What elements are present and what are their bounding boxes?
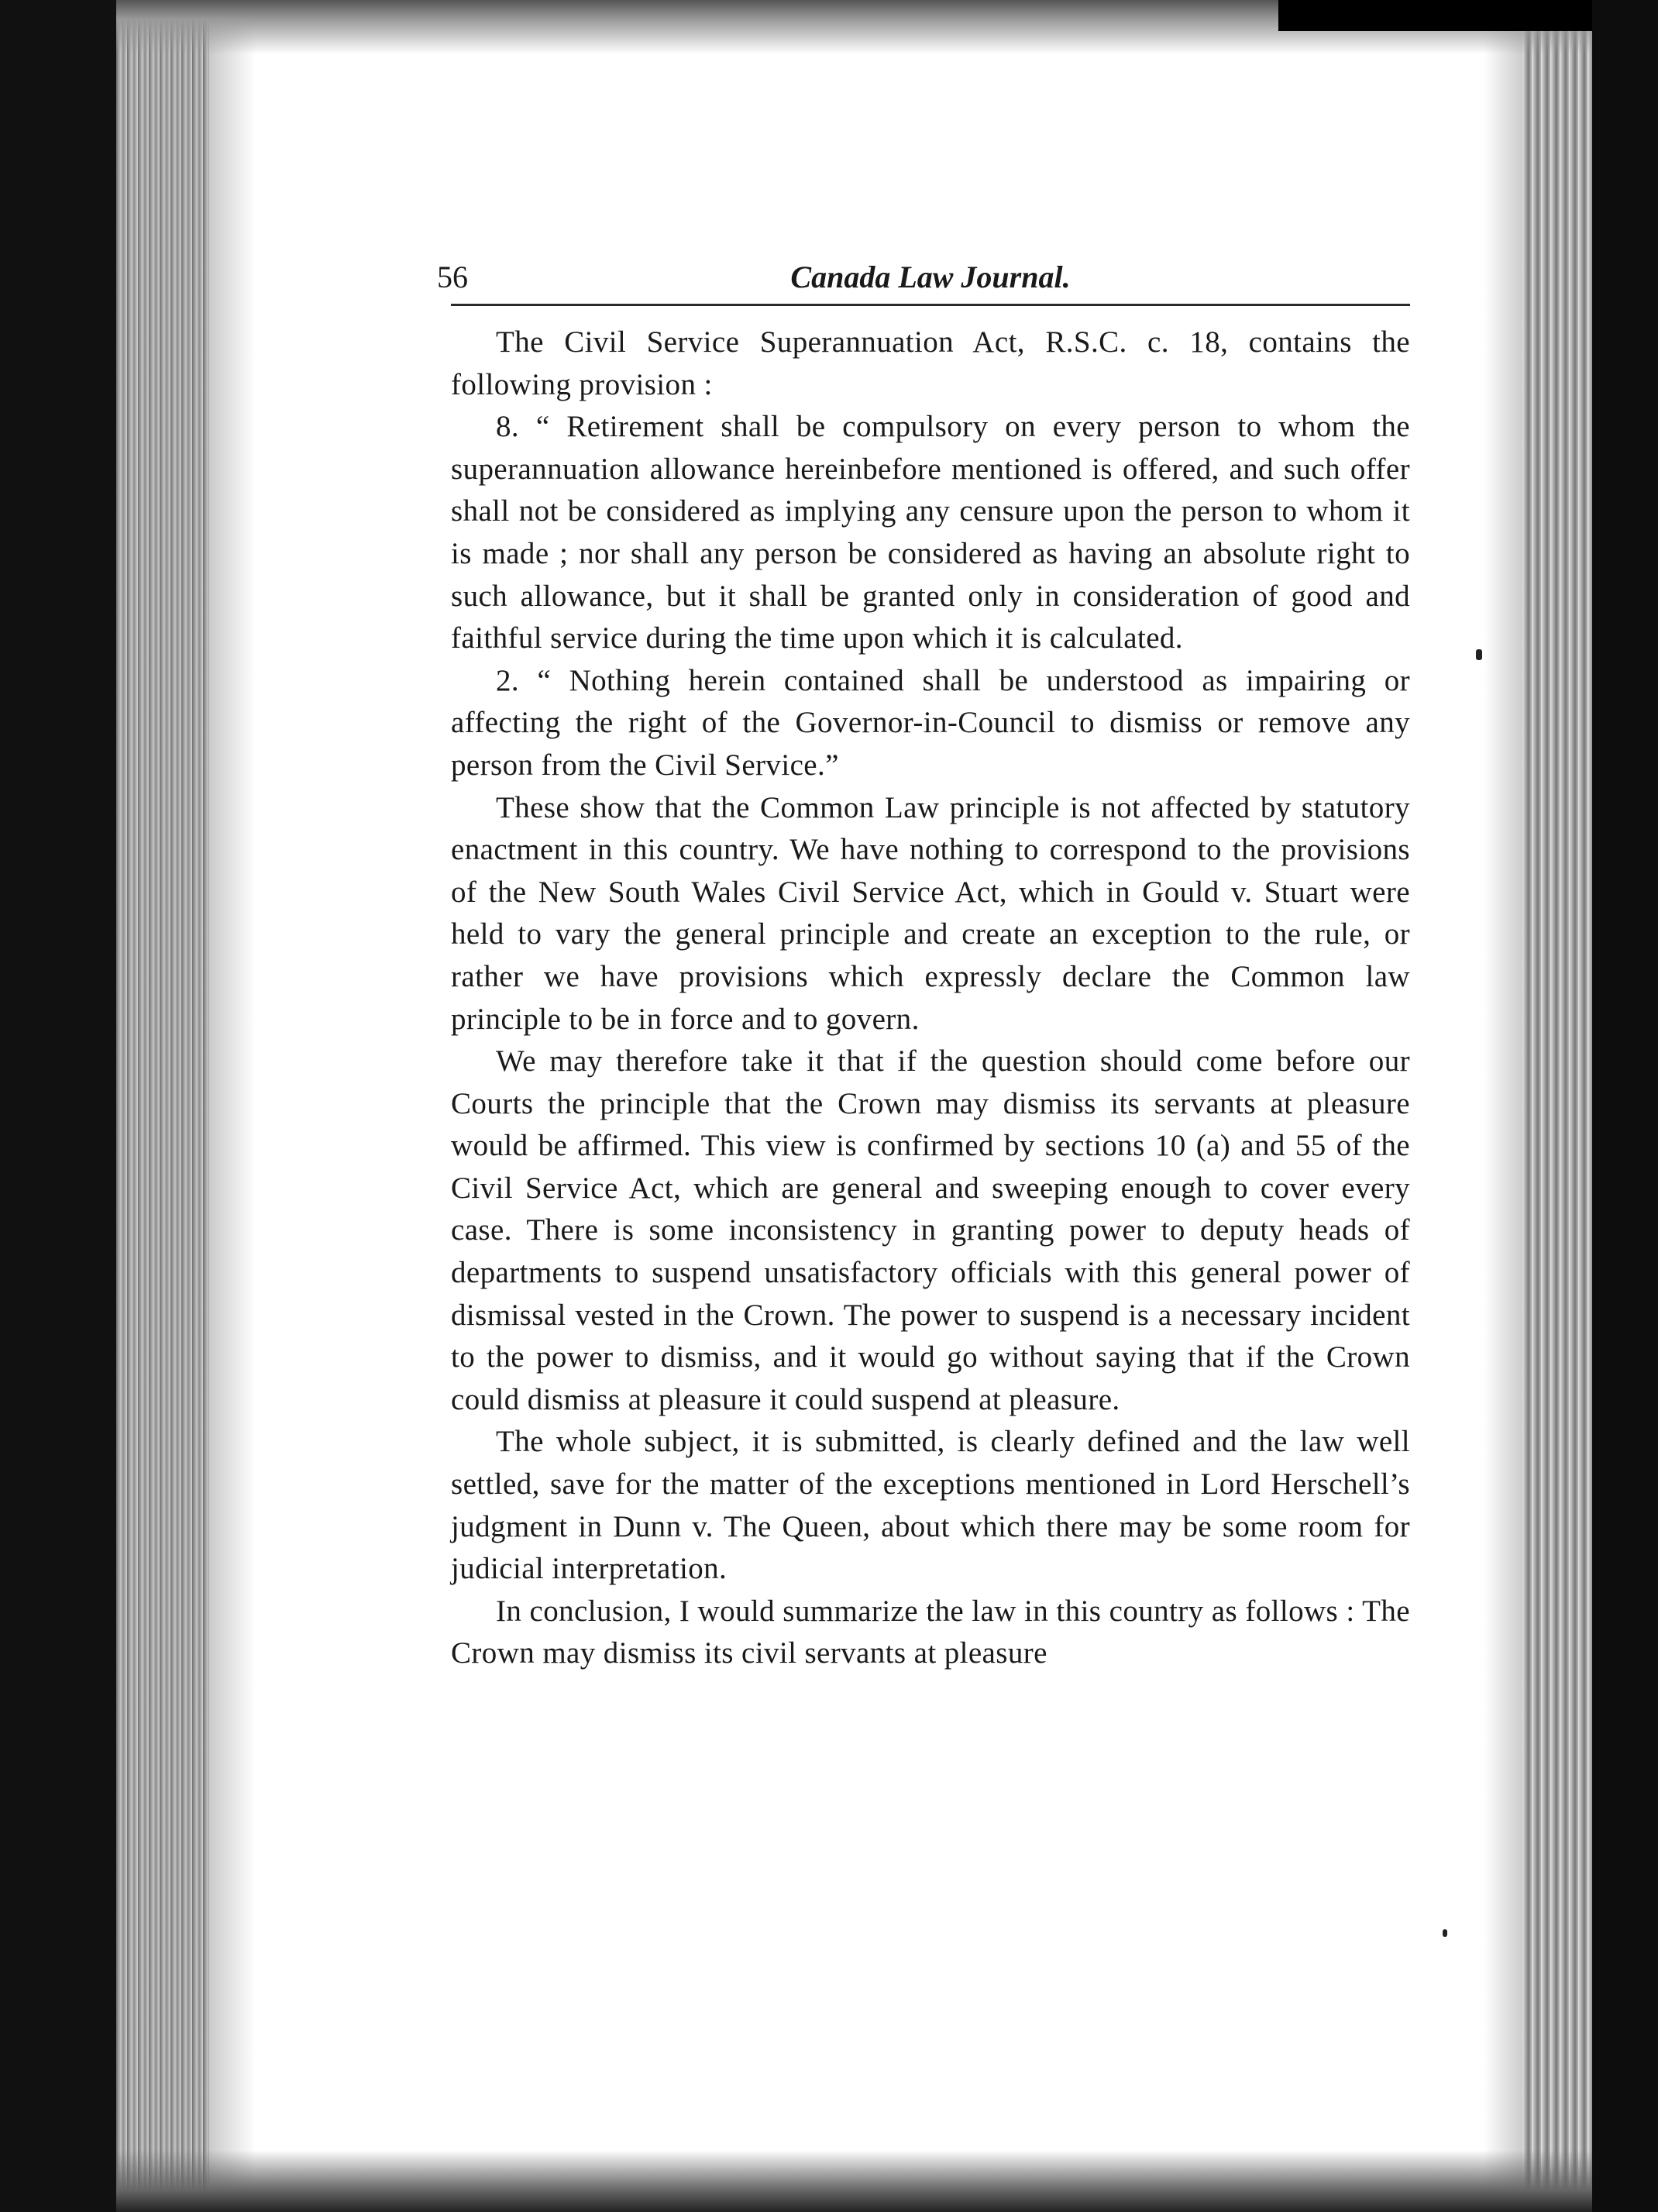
paragraph: The Civil Service Superannuation Act, R.S.C. c. 18, contains the following provision : — [451, 325, 1410, 401]
page-corner-top-right — [1278, 0, 1592, 31]
page-edge-bottom — [116, 2150, 1592, 2212]
running-title: Canada Law Journal. — [790, 260, 1071, 294]
gutter-noise-left — [116, 0, 209, 2212]
page-edge-right — [1592, 0, 1658, 2212]
binding-shadow-left — [0, 0, 116, 2212]
paragraph: The whole subject, it is submitted, is clearly defined and the law well settled, save for the matter of the exceptions mentioned in Lord Herschell’s judgment in Dunn v. The Queen, about which there may be some room for judicial interpretation. — [451, 1425, 1410, 1586]
quoted-provision: 2. “ Nothing herein contained shall be understood as impairing or affecting the right of the Governor-in-Council to dismiss or remove any person from the Civil Service.” — [451, 663, 1410, 782]
gutter-fade-left — [209, 0, 256, 2212]
ink-speck — [1476, 649, 1482, 660]
paragraph: These show that the Common Law principle is not affected by statutory enactment in this country. We have nothing to correspond to the provisions of the New South Wales Civil Service Act, which in Gould v. Stuart were held to vary the general principle and create an exception to the rule, or rather we have provisions which expressly declare the Common law principle to be in force and to govern. — [451, 790, 1410, 1036]
quoted-provision: 8. “ Retirement shall be compulsory on every person to whom the superannuation allowance hereinbefore mentioned is offered, and such offer shall not be considered as implying any censure upon the person to whom it is made ; nor shall any person be considered as having an absolute right to such allowance, but it shall be granted only in consideration of good and faithful service during the time upon which it is calculated. — [451, 410, 1410, 655]
paragraph: In conclusion, I would summarize the law in this country as follows : The Crown may dismiss its civil servants at pleasure — [451, 1594, 1410, 1670]
gutter-fade-right — [1484, 0, 1522, 2212]
page-header — [437, 256, 1410, 306]
page-content — [437, 256, 1410, 1675]
gutter-noise-right — [1522, 0, 1592, 2212]
ink-speck — [1443, 1929, 1447, 1937]
paragraph: We may therefore take it that if the question should come before our Courts the principle that the Crown may dismiss its servants at pleasure would be affirmed. This view is confirmed by sections 10 (a) and 55 of the Civil Service Act, which are general and sweeping enough to cover every case. There is some inconsistency in granting power to deputy heads of departments to suspend unsatisfactory officials with this general power of dismissal vested in the Crown. The power to suspend is a necessary incident to the power to dismiss, and it would go without saying that if the Crown could dismiss at pleasure it could suspend at pleasure. — [451, 1044, 1410, 1416]
article-body — [451, 322, 1410, 1675]
page-number: 56 — [437, 260, 468, 294]
